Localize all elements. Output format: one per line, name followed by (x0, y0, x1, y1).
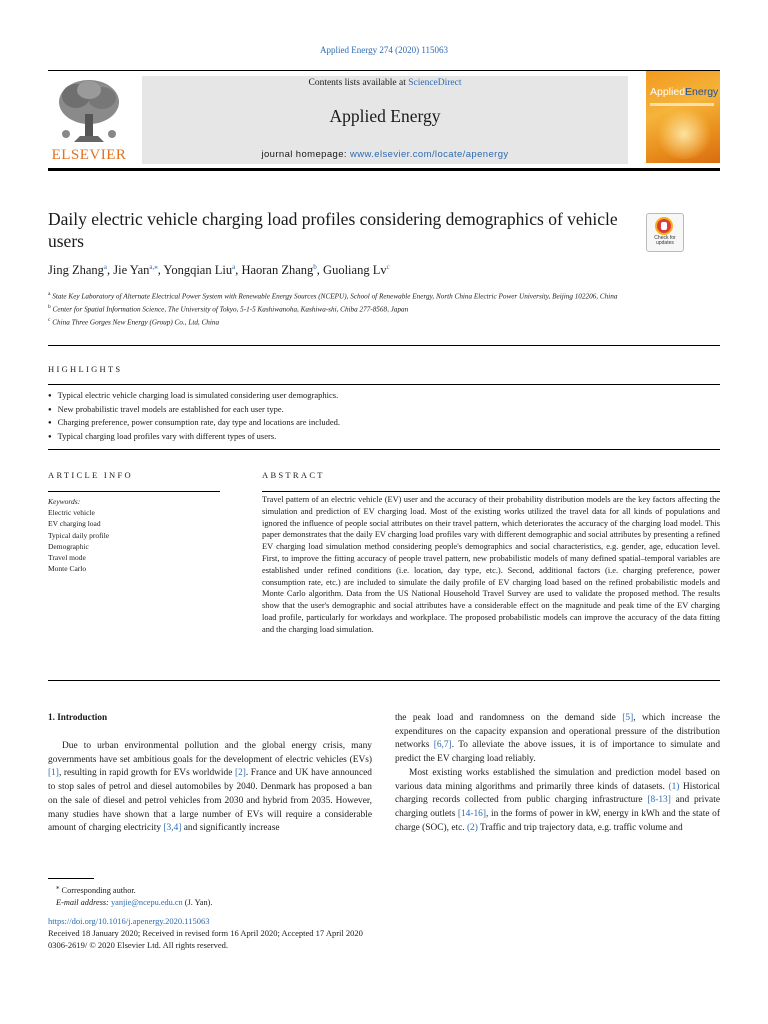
affiliation-mark: b (48, 303, 51, 310)
article-info-heading: ARTICLE INFO (48, 470, 133, 480)
elsevier-logo (48, 76, 130, 164)
body-column-right (395, 712, 720, 835)
email-label: E-mail address: (56, 897, 109, 907)
body-text: , resulting in rapid growth for EVs worldwide (58, 768, 235, 779)
body-text: , in the forms of power in kW, energy in kWh and the state of charge (SOC), etc. (395, 808, 720, 833)
cover-subtitle-bar (650, 103, 714, 106)
author-affiliation-mark[interactable]: b (313, 263, 317, 271)
homepage-prefix: journal homepage: (261, 149, 350, 160)
affiliation-text: Center for Spatial Information Science, The University of Tokyo, 5-1-5 Kashiwanoha, Kashiwa-shi, Chiba 277-8568, Japan (52, 305, 409, 314)
highlight-item: ● New probabilistic travel models are established for each user type. (48, 403, 340, 417)
intro-paragraph (48, 740, 372, 836)
journal-cover-image[interactable] (646, 71, 720, 163)
author-name[interactable]: Jing Zhang (48, 263, 104, 278)
elsevier-tree-icon (54, 76, 124, 146)
author-affiliation-mark[interactable]: a,⁎ (149, 263, 158, 271)
abstract-text: Travel pattern of an electric vehicle (EV) user and the accuracy of their probability distribution models are the key factors affecting the simulation and prediction of EV charging load. Most of the existing works utilized the travel data for all kinds of populations and ignored the influence of people social attributes on their travel pattern, which deteriorates the accuracy of the charging load model. This paper demonstrates that the daily EV charging load profiles vary with different demographic and social attributes by presenting a refined EV charging load simulation method considering people's demographics and social characteristics, e.g. gender, age, education level. First, to improve the fitting accuracy of people travel pattern, new probabilistic models of many defined spatial–temporal variables are established under refined conditions (i.e. location, day type, etc.). Second, additional factors (i.e. charging preference, power consumption rate, etc.) are included to simulate the daily profile of EV charging load based on the refined probabilistic models and Monte Carlo algorithm. Data from the US National Household Travel Survey are used to validate the proposed method. The results show that the user's demographic and social attributes have a considerable effect on the magnitude and peak time of the EV charging load profile, particularly for workdays and workplace. The proposed probabilistic models can improve the accuracy of the data fitting and the charging load simulation. (262, 495, 720, 634)
divider (48, 449, 720, 450)
check-for-updates-button[interactable] (646, 213, 684, 252)
footnote-text: Corresponding author. (61, 885, 136, 895)
keyword-item: EV charging load (48, 519, 101, 529)
body-text: Most existing works established the simulation and prediction model based on various data mining algorithms and primarily three kinds of datasets. (395, 767, 720, 792)
journal-header-band (142, 76, 628, 164)
journal-citation-link[interactable]: Applied Energy 274 (2020) 115063 (320, 45, 448, 55)
homepage-link[interactable]: www.elsevier.com/locate/apenergy (350, 149, 509, 160)
author-name[interactable]: Guoliang Lv (323, 263, 387, 278)
divider (48, 345, 720, 346)
body-text: Historical charging records collected from public charging infrastructure (395, 781, 720, 806)
author-affiliation-mark[interactable]: a (103, 263, 108, 271)
affiliation-mark: a (48, 291, 51, 297)
reference-link[interactable]: [1] (48, 768, 59, 779)
body-column-left (48, 740, 372, 836)
email-note (56, 897, 212, 909)
body-text: , which increase the expenditures on the capacity expansion and operational pressure of the distribution networks (395, 713, 721, 751)
keyword-item: Electric vehicle (48, 508, 95, 518)
cover-artwork (654, 109, 714, 159)
body-text: and significantly increase (181, 823, 280, 834)
abstract-heading: ABSTRACT (262, 470, 325, 480)
reference-link[interactable]: [8-13] (647, 795, 671, 806)
contents-line (142, 78, 628, 88)
author-list: Jing Zhang$^a$, Jie Yan$^{a,⁎}$, Yongqian Liu$^a$, Haoran Zhang$^b$, Guoliang Lv$^c$ (48, 263, 390, 278)
affiliations (48, 289, 648, 328)
check-updates-label (647, 236, 683, 246)
keyword-item: Travel mode (48, 553, 86, 563)
body-text: . To alleviate the above issues, it is of importance to simulate and predict the EV charging load reliably. (395, 740, 721, 765)
divider (48, 680, 720, 681)
affiliation-item (48, 315, 648, 328)
received-dates: Received 18 January 2020; Received in revised form 16 April 2020; Accepted 17 April 2020 (48, 928, 363, 938)
homepage-line (142, 149, 628, 160)
article-title: Daily electric vehicle charging load profiles considering demographics of vehicle users (48, 209, 618, 251)
divider (262, 491, 720, 492)
keywords-label: Keywords: (48, 497, 81, 506)
footnote-rule (48, 878, 94, 879)
footnote-mark: ⁎ (56, 884, 60, 891)
cover-title-part-b: Energy (685, 86, 719, 98)
affiliation-item (48, 289, 648, 302)
reference-link[interactable]: (1) (668, 781, 680, 792)
divider (48, 384, 720, 385)
reference-link[interactable]: [3,4] (163, 823, 182, 834)
highlight-item: ● Charging preference, power consumption rate, day type and locations are included. (48, 416, 340, 430)
cover-title-part-a: Applied (650, 86, 686, 98)
header-thick-rule (48, 168, 720, 171)
reference-link[interactable]: [6,7] (433, 740, 452, 751)
author-name[interactable]: Yongqian Liu (163, 263, 233, 278)
check-updates-line2: updates (656, 240, 674, 246)
check-updates-line1: Check for (654, 235, 676, 241)
author-affiliation-mark[interactable]: a (232, 263, 236, 271)
journal-name: Applied Energy (329, 106, 441, 126)
affiliation-mark: c (48, 316, 51, 323)
highlights-list (48, 389, 340, 443)
divider (48, 491, 220, 492)
intro-paragraph (395, 712, 720, 767)
body-text: . France and UK have announced to stop sales of petrol and diesel automobiles by 2040. Denmark has proposed a ban on the sale of diesel and petrol vehicles from 2030 and hybrid from 2035. However, many studies have shown that a large number of EVs will require a considerable amount of charging electricity (48, 768, 372, 834)
affiliation-text: China Three Gorges New Energy (Group) Co., Ltd, China (52, 318, 220, 327)
contents-prefix: Contents lists available at (308, 78, 409, 88)
sciencedirect-link[interactable]: ScienceDirect (408, 78, 462, 88)
keywords-list (48, 496, 109, 574)
elsevier-wordmark: ELSEVIER (51, 147, 127, 163)
header-top-rule (48, 70, 720, 71)
affiliation-item (48, 302, 648, 315)
author-name[interactable]: Jie Yan (113, 263, 150, 278)
body-text: Due to urban environmental pollution and the global energy crisis, many governments have set ambitious goals for the development of electric vehicles (EVs) (48, 741, 372, 765)
check-updates-icon (655, 217, 673, 235)
body-text: the peak load and randomness on the demand side (395, 713, 623, 723)
email-link[interactable]: yanjie@ncepu.edu.cn (111, 897, 183, 907)
author-affiliation-mark[interactable]: c (386, 263, 390, 271)
cover-title (650, 87, 718, 97)
highlights-heading: HIGHLIGHTS (48, 364, 123, 374)
reference-link[interactable]: [14-16] (457, 808, 486, 819)
doi-link[interactable]: https://doi.org/10.1016/j.apenergy.2020.115063 (48, 916, 210, 926)
keyword-item: Monte Carlo (48, 564, 87, 574)
intro-paragraph (395, 767, 720, 836)
affiliation-text: State Key Laboratory of Alternate Electrical Power System with Renewable Energy Sources (NCEPU), School of Renewable Energy, North China Electric Power University, Beijing 102206, China (52, 292, 618, 301)
body-text: and private charging outlets (395, 795, 720, 819)
reference-link[interactable]: [2] (234, 768, 246, 779)
highlight-item: ● Typical electric vehicle charging load is simulated considering user demographics. (48, 389, 340, 403)
author-name[interactable]: Haoran Zhang (241, 263, 314, 278)
introduction-heading: 1. Introduction (48, 712, 108, 722)
copyright-notice: 0306-2619/ © 2020 Elsevier Ltd. All rights reserved. (48, 940, 228, 950)
keyword-item: Demographic (48, 541, 89, 551)
footnotes (56, 882, 212, 909)
reference-link[interactable]: [5] (622, 713, 634, 723)
reference-link[interactable]: (2) (466, 822, 478, 833)
corresponding-author-note (56, 882, 212, 897)
body-text: Traffic and trip trajectory data, e.g. traffic volume and (477, 822, 683, 833)
keyword-item: Typical daily profile (48, 530, 110, 540)
highlight-item: ● Typical charging load profiles vary with different types of users. (48, 430, 340, 444)
email-suffix: (J. Yan). (182, 897, 213, 907)
